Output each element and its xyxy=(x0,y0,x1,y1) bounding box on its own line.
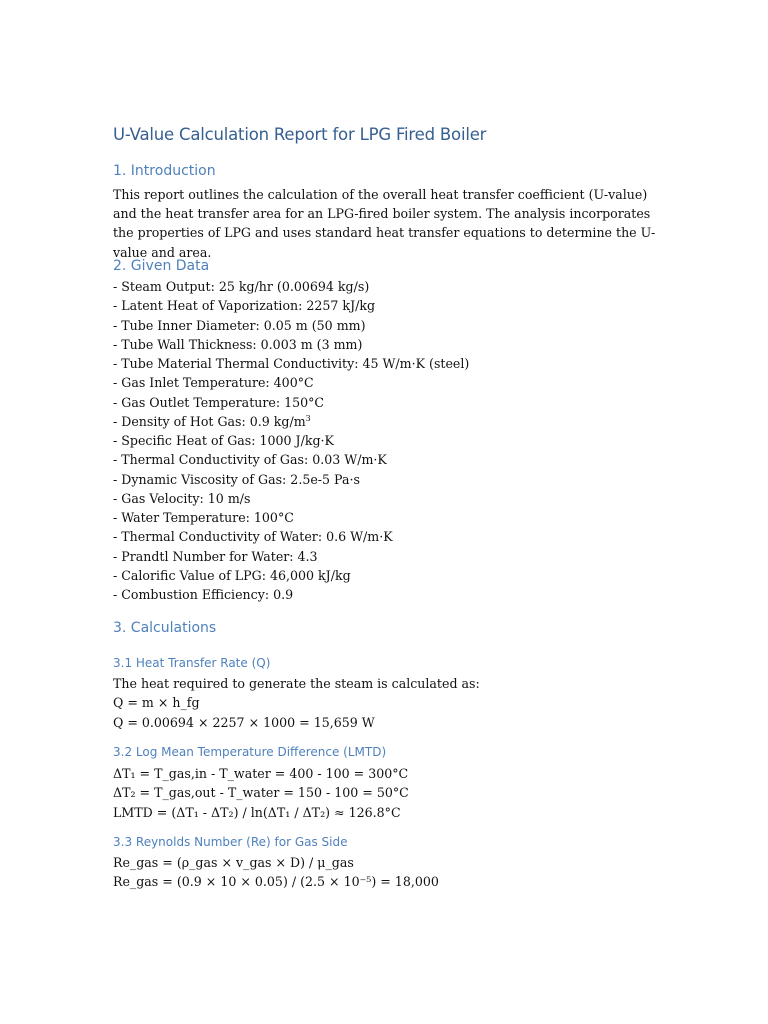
list-item: - Tube Inner Diameter: 0.05 m (50 mm) xyxy=(113,317,366,333)
list-item: - Calorific Value of LPG: 46,000 kJ/kg xyxy=(113,567,351,583)
calc-line: The heat required to generate the steam is calculated as: xyxy=(113,676,480,691)
density-text: - Density of Hot Gas: 0.9 kg/m xyxy=(113,413,306,429)
reynolds-heading: 3.3 Reynolds Number (Re) for Gas Side xyxy=(113,835,348,849)
lmtd-lines xyxy=(113,764,409,822)
lmtd-heading: 3.2 Log Mean Temperature Difference (LMTD) xyxy=(113,745,387,759)
list-item: - Steam Output: 25 kg/hr (0.00694 kg/s) xyxy=(113,279,370,294)
report-title: U-Value Calculation Report for LPG Fired Boiler xyxy=(113,125,487,144)
heat-transfer-rate-heading: 3.1 Heat Transfer Rate (Q) xyxy=(113,656,271,670)
list-item: - Gas Outlet Temperature: 150°C xyxy=(113,394,325,410)
list-item: - Specific Heat of Gas: 1000 J/kg·K xyxy=(113,433,334,448)
calculations-heading: 3. Calculations xyxy=(113,620,217,636)
list-item xyxy=(113,412,469,431)
calc-line: Re_gas = (ρ_gas × v_gas × D) / μ_gas xyxy=(113,855,354,870)
calc-line: Re_gas = (0.9 × 10 × 0.05) / (2.5 × 10⁻⁵) = 18,000 xyxy=(113,874,439,890)
list-item: - Tube Material Thermal Conductivity: 45 W/m·K (steel) xyxy=(113,356,470,371)
introduction-paragraph: This report outlines the calculation of the overall heat transfer coefficient (U-value) and the heat transfer area for an LPG-fired boiler system. The analysis incorporates the properties of LPG and uses standard heat transfer equations to determine the U-value and area. xyxy=(113,187,656,260)
calc-line: ΔT₁ = T_gas,in - T_water = 400 - 100 = 300°C xyxy=(113,766,409,781)
given-data-list xyxy=(113,277,469,604)
list-item: - Water Temperature: 100°C xyxy=(113,510,294,525)
list-item: - Thermal Conductivity of Water: 0.6 W/m·K xyxy=(113,529,393,545)
calc-line: Q = m × h_fg xyxy=(113,695,200,711)
list-item: - Dynamic Viscosity of Gas: 2.5e-5 Pa·s xyxy=(113,471,360,487)
list-item: - Prandtl Number for Water: 4.3 xyxy=(113,548,318,564)
introduction-heading: 1. Introduction xyxy=(113,163,216,179)
given-data-heading: 2. Given Data xyxy=(113,258,210,274)
reynolds-lines xyxy=(113,853,439,892)
list-item: - Gas Velocity: 10 m/s xyxy=(113,490,251,506)
list-item: - Tube Wall Thickness: 0.003 m (3 mm) xyxy=(113,336,363,352)
calc-line: ΔT₂ = T_gas,out - T_water = 150 - 100 = 50°C xyxy=(113,785,409,801)
list-item: - Combustion Efficiency: 0.9 xyxy=(113,587,294,602)
calc-line: LMTD = (ΔT₁ - ΔT₂) / ln(ΔT₁ / ΔT₂) ≈ 126.8°C xyxy=(113,804,401,820)
list-item: - Thermal Conductivity of Gas: 0.03 W/m·K xyxy=(113,452,387,468)
calc-line: Q = 0.00694 × 2257 × 1000 = 15,659 W xyxy=(113,714,375,730)
heat-transfer-rate-lines xyxy=(113,674,480,732)
list-item: - Gas Inlet Temperature: 400°C xyxy=(113,375,314,391)
list-item: - Latent Heat of Vaporization: 2257 kJ/kg xyxy=(113,298,376,314)
density-superscript: 3 xyxy=(305,413,311,423)
